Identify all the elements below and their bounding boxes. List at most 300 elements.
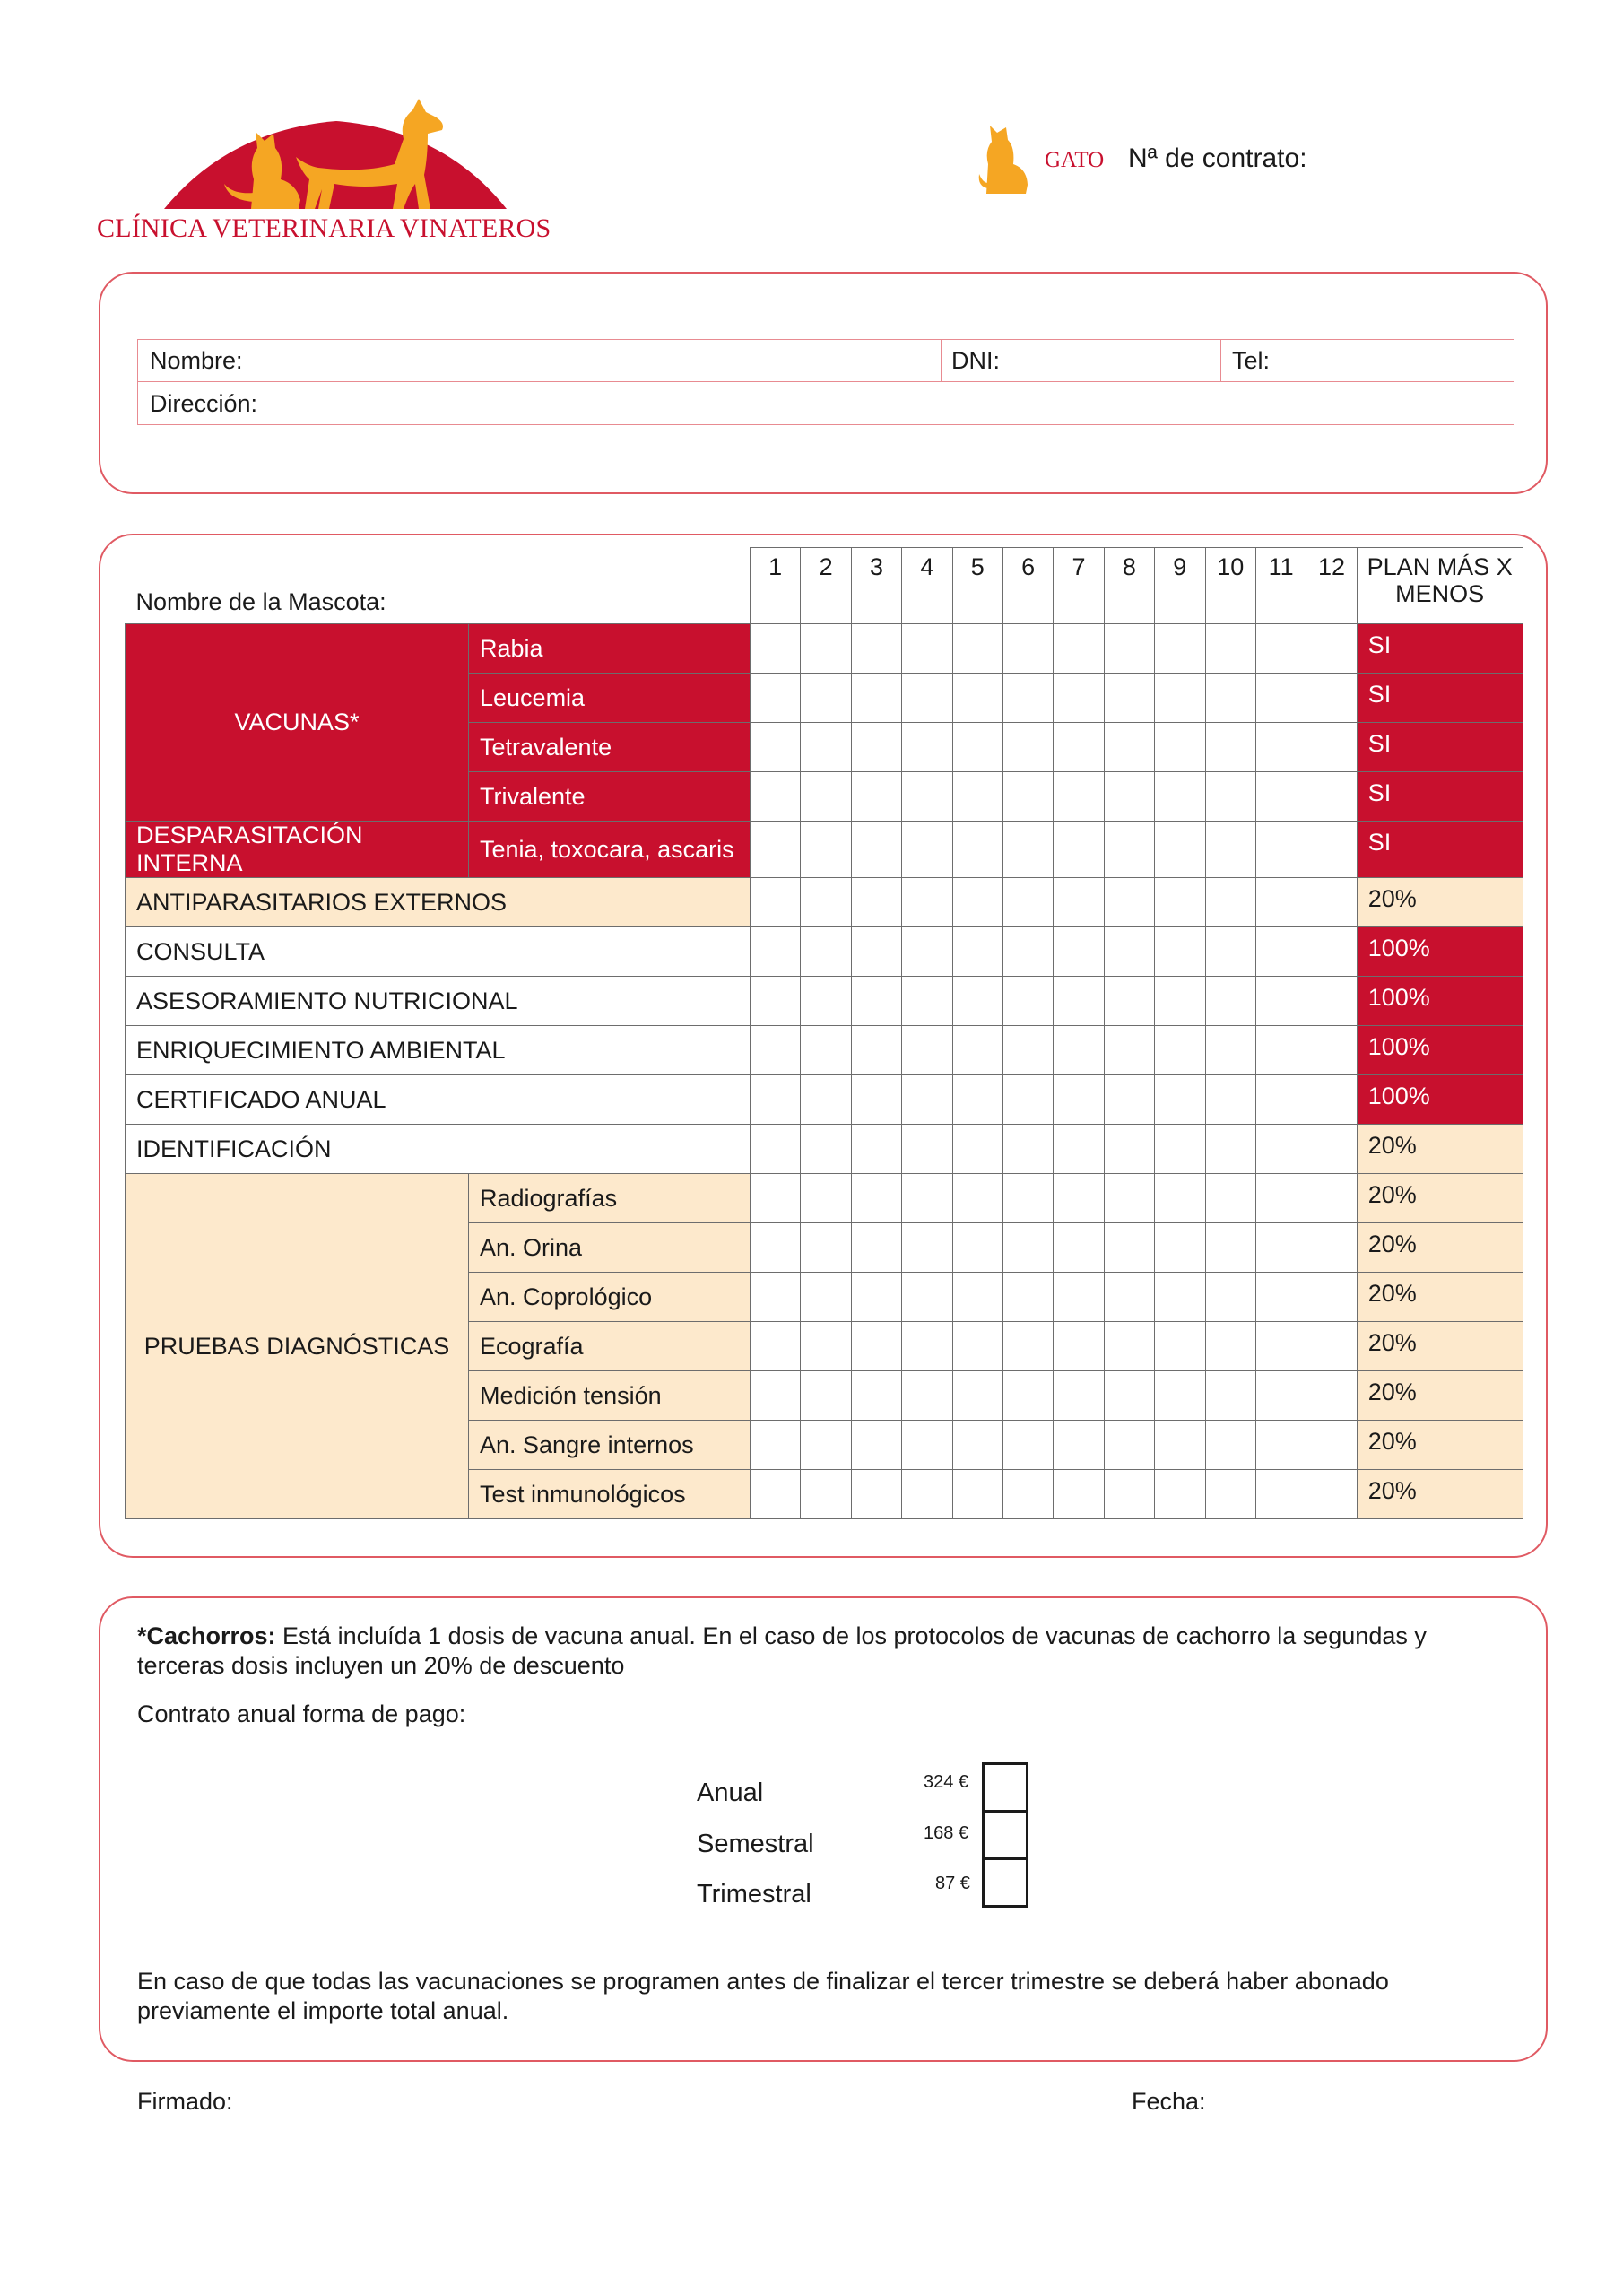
month-cell[interactable] <box>952 772 1002 822</box>
month-cell[interactable] <box>952 1371 1002 1421</box>
month-cell[interactable] <box>801 1075 851 1125</box>
month-header: 1 <box>751 548 801 624</box>
month-cell[interactable] <box>1306 977 1357 1026</box>
month-cell[interactable] <box>851 1075 901 1125</box>
tel-input[interactable] <box>1278 342 1511 379</box>
month-cell[interactable] <box>1002 674 1053 723</box>
payment-option-price: 87 € <box>935 1874 970 1893</box>
table-row <box>126 624 1523 674</box>
month-cell[interactable] <box>851 772 901 822</box>
service-label: Medición tensión <box>469 1371 751 1421</box>
payment-option-price: 324 € <box>924 1772 969 1792</box>
month-cell[interactable] <box>1306 878 1357 927</box>
month-cell[interactable] <box>1255 1075 1306 1125</box>
month-cell[interactable] <box>1002 927 1053 977</box>
month-cell[interactable] <box>1054 1470 1104 1519</box>
payment-option-label: Semestral <box>697 1830 814 1858</box>
month-cell[interactable] <box>1205 878 1255 927</box>
month-cell[interactable] <box>902 1174 952 1223</box>
month-cell[interactable] <box>1205 723 1255 772</box>
puppies-note <box>137 1622 1482 1681</box>
plan-value: 100% <box>1357 1075 1523 1125</box>
month-cell[interactable] <box>751 624 801 674</box>
plan-value: SI <box>1357 674 1523 723</box>
month-cell[interactable] <box>1054 1421 1104 1470</box>
month-cell[interactable] <box>1054 1075 1104 1125</box>
month-cell[interactable] <box>1104 624 1154 674</box>
month-cell[interactable] <box>1155 878 1205 927</box>
month-cell[interactable] <box>1155 977 1205 1026</box>
month-cell[interactable] <box>1104 878 1154 927</box>
month-cell[interactable] <box>751 1322 801 1371</box>
month-cell[interactable] <box>1205 1371 1255 1421</box>
month-header: 9 <box>1155 548 1205 624</box>
plan-value: SI <box>1357 822 1523 878</box>
month-cell[interactable] <box>851 977 901 1026</box>
month-cell[interactable] <box>1054 674 1104 723</box>
month-cell[interactable] <box>1002 1026 1053 1075</box>
month-cell[interactable] <box>902 878 952 927</box>
month-cell[interactable] <box>1155 927 1205 977</box>
tel-field-label: Tel: <box>1232 347 1271 374</box>
divider <box>137 381 1514 382</box>
month-cell[interactable] <box>1306 772 1357 822</box>
month-cell[interactable] <box>1255 1125 1306 1174</box>
month-cell[interactable] <box>1306 1125 1357 1174</box>
payment-semestral-checkbox[interactable] <box>982 1810 1028 1860</box>
month-cell[interactable] <box>851 1421 901 1470</box>
plan-column-header: PLAN MÁS X MENOS <box>1357 548 1523 624</box>
month-cell[interactable] <box>1104 822 1154 878</box>
service-label: An. Sangre internos <box>469 1421 751 1470</box>
month-cell[interactable] <box>952 1470 1002 1519</box>
month-cell[interactable] <box>1002 1075 1053 1125</box>
month-cell[interactable] <box>1155 1174 1205 1223</box>
service-label: Test inmunológicos <box>469 1470 751 1519</box>
month-cell[interactable] <box>952 1075 1002 1125</box>
month-cell[interactable] <box>1155 1470 1205 1519</box>
payment-trimestral-checkbox[interactable] <box>982 1857 1028 1908</box>
month-cell[interactable] <box>1255 977 1306 1026</box>
payment-option-label: Trimestral <box>697 1880 812 1909</box>
month-cell[interactable] <box>952 723 1002 772</box>
date-label: Fecha: <box>1132 2088 1206 2115</box>
month-cell[interactable] <box>902 1026 952 1075</box>
table-row <box>126 878 1523 927</box>
month-cell[interactable] <box>1155 1322 1205 1371</box>
table-row <box>126 1075 1523 1125</box>
month-cell[interactable] <box>801 977 851 1026</box>
month-cell[interactable] <box>751 822 801 878</box>
month-cell[interactable] <box>1155 1026 1205 1075</box>
month-cell[interactable] <box>1054 624 1104 674</box>
month-cell[interactable] <box>1306 822 1357 878</box>
month-cell[interactable] <box>1255 772 1306 822</box>
month-cell[interactable] <box>801 1421 851 1470</box>
table-row <box>126 927 1523 977</box>
month-cell[interactable] <box>851 1470 901 1519</box>
month-cell[interactable] <box>1306 927 1357 977</box>
month-cell[interactable] <box>801 1371 851 1421</box>
month-cell[interactable] <box>902 624 952 674</box>
month-cell[interactable] <box>1104 1026 1154 1075</box>
month-cell[interactable] <box>1255 624 1306 674</box>
address-field-label: Dirección: <box>150 390 258 417</box>
month-cell[interactable] <box>1104 977 1154 1026</box>
month-cell[interactable] <box>1104 1273 1154 1322</box>
month-cell[interactable] <box>1306 1075 1357 1125</box>
month-header: 3 <box>851 548 901 624</box>
month-cell[interactable] <box>851 1026 901 1075</box>
group-label-desparasitacion: DESPARASITACIÓN INTERNA <box>126 822 469 878</box>
dni-input[interactable] <box>1004 342 1215 379</box>
plan-value: 20% <box>1357 1421 1523 1470</box>
divider <box>137 339 1514 340</box>
month-cell[interactable] <box>851 674 901 723</box>
month-cell[interactable] <box>1002 1322 1053 1371</box>
plan-value: 20% <box>1357 878 1523 927</box>
month-cell[interactable] <box>1002 1273 1053 1322</box>
month-cell[interactable] <box>1104 1223 1154 1273</box>
month-cell[interactable] <box>902 1470 952 1519</box>
divider <box>137 424 1514 425</box>
month-cell[interactable] <box>1002 878 1053 927</box>
month-cell[interactable] <box>1255 1026 1306 1075</box>
month-cell[interactable] <box>1155 674 1205 723</box>
service-label: Trivalente <box>469 772 751 822</box>
table-row <box>126 1026 1523 1075</box>
month-cell[interactable] <box>751 772 801 822</box>
month-cell[interactable] <box>751 723 801 772</box>
month-cell[interactable] <box>1002 1125 1053 1174</box>
plan-value: SI <box>1357 723 1523 772</box>
month-cell[interactable] <box>751 1075 801 1125</box>
service-label: An. Orina <box>469 1223 751 1273</box>
month-cell[interactable] <box>952 1223 1002 1273</box>
month-cell[interactable] <box>1002 1174 1053 1223</box>
month-cell[interactable] <box>1205 624 1255 674</box>
month-cell[interactable] <box>1054 1026 1104 1075</box>
month-cell[interactable] <box>952 927 1002 977</box>
month-cell[interactable] <box>1205 1075 1255 1125</box>
month-cell[interactable] <box>1054 772 1104 822</box>
month-cell[interactable] <box>1054 1125 1104 1174</box>
month-cell[interactable] <box>1054 723 1104 772</box>
month-cell[interactable] <box>902 1125 952 1174</box>
plan-value: SI <box>1357 772 1523 822</box>
table-row <box>126 977 1523 1026</box>
month-cell[interactable] <box>902 1223 952 1273</box>
month-cell[interactable] <box>952 674 1002 723</box>
month-cell[interactable] <box>1104 927 1154 977</box>
month-cell[interactable] <box>1104 723 1154 772</box>
name-field-label: Nombre: <box>150 347 243 374</box>
month-cell[interactable] <box>801 772 851 822</box>
month-cell[interactable] <box>1002 1470 1053 1519</box>
month-cell[interactable] <box>952 1026 1002 1075</box>
plan-table <box>125 547 1523 1519</box>
month-cell[interactable] <box>751 927 801 977</box>
month-cell[interactable] <box>751 1470 801 1519</box>
month-cell[interactable] <box>1255 878 1306 927</box>
month-cell[interactable] <box>751 1421 801 1470</box>
month-cell[interactable] <box>851 1322 901 1371</box>
month-cell[interactable] <box>1054 1371 1104 1421</box>
plan-value: SI <box>1357 624 1523 674</box>
pet-name-label: Nombre de la Mascota: <box>135 588 386 615</box>
month-cell[interactable] <box>751 1125 801 1174</box>
month-cell[interactable] <box>1306 1322 1357 1371</box>
month-cell[interactable] <box>851 1273 901 1322</box>
month-cell[interactable] <box>1205 977 1255 1026</box>
service-label: ENRIQUECIMIENTO AMBIENTAL <box>126 1026 751 1075</box>
month-cell[interactable] <box>751 1174 801 1223</box>
month-cell[interactable] <box>902 1371 952 1421</box>
month-cell[interactable] <box>1255 822 1306 878</box>
plan-value: 20% <box>1357 1371 1523 1421</box>
table-row <box>126 1174 1523 1223</box>
group-label-vacunas: VACUNAS* <box>126 624 469 822</box>
month-cell[interactable] <box>1205 1470 1255 1519</box>
month-cell[interactable] <box>1155 1421 1205 1470</box>
month-cell[interactable] <box>1054 1273 1104 1322</box>
month-cell[interactable] <box>1002 1223 1053 1273</box>
plan-value: 20% <box>1357 1174 1523 1223</box>
month-cell[interactable] <box>902 1075 952 1125</box>
month-cell[interactable] <box>1002 1371 1053 1421</box>
month-cell[interactable] <box>751 878 801 927</box>
address-input[interactable] <box>278 384 1511 422</box>
month-header: 11 <box>1255 548 1306 624</box>
month-cell[interactable] <box>1155 723 1205 772</box>
month-cell[interactable] <box>1054 1322 1104 1371</box>
month-header: 8 <box>1104 548 1154 624</box>
month-cell[interactable] <box>1104 1421 1154 1470</box>
month-cell[interactable] <box>1155 772 1205 822</box>
month-cell[interactable] <box>1255 1174 1306 1223</box>
month-cell[interactable] <box>952 1322 1002 1371</box>
month-cell[interactable] <box>751 1026 801 1075</box>
month-cell[interactable] <box>1205 1421 1255 1470</box>
month-header: 5 <box>952 548 1002 624</box>
table-header-row <box>126 548 1523 624</box>
plan-value: 20% <box>1357 1322 1523 1371</box>
service-label: Rabia <box>469 624 751 674</box>
month-cell[interactable] <box>902 822 952 878</box>
month-cell[interactable] <box>1255 1371 1306 1421</box>
month-cell[interactable] <box>1104 1125 1154 1174</box>
month-cell[interactable] <box>1104 772 1154 822</box>
month-cell[interactable] <box>851 1125 901 1174</box>
payment-anual-checkbox[interactable] <box>982 1762 1028 1813</box>
divider <box>1220 339 1221 381</box>
plan-value: 20% <box>1357 1125 1523 1174</box>
signed-label: Firmado: <box>137 2088 233 2115</box>
month-cell[interactable] <box>851 1371 901 1421</box>
month-cell[interactable] <box>801 1026 851 1075</box>
month-cell[interactable] <box>1002 624 1053 674</box>
month-cell[interactable] <box>1205 1322 1255 1371</box>
service-label: CERTIFICADO ANUAL <box>126 1075 751 1125</box>
month-cell[interactable] <box>902 723 952 772</box>
month-cell[interactable] <box>1002 772 1053 822</box>
month-cell[interactable] <box>1306 1421 1357 1470</box>
month-cell[interactable] <box>801 674 851 723</box>
signature-field[interactable] <box>247 2081 1054 2120</box>
month-cell[interactable] <box>902 977 952 1026</box>
month-cell[interactable] <box>952 1125 1002 1174</box>
month-cell[interactable] <box>1205 1174 1255 1223</box>
month-cell[interactable] <box>952 1273 1002 1322</box>
month-cell[interactable] <box>902 1273 952 1322</box>
plan-value: 20% <box>1357 1223 1523 1273</box>
month-cell[interactable] <box>751 1371 801 1421</box>
month-cell[interactable] <box>1306 1174 1357 1223</box>
month-cell[interactable] <box>801 1174 851 1223</box>
month-cell[interactable] <box>1255 1470 1306 1519</box>
month-cell[interactable] <box>801 927 851 977</box>
month-cell[interactable] <box>851 1174 901 1223</box>
month-cell[interactable] <box>1306 723 1357 772</box>
month-cell[interactable] <box>1255 1273 1306 1322</box>
month-cell[interactable] <box>801 1223 851 1273</box>
month-cell[interactable] <box>1054 1223 1104 1273</box>
month-cell[interactable] <box>1002 723 1053 772</box>
month-cell[interactable] <box>851 822 901 878</box>
month-cell[interactable] <box>1054 822 1104 878</box>
date-field[interactable] <box>1211 2081 1524 2120</box>
month-cell[interactable] <box>952 624 1002 674</box>
month-cell[interactable] <box>1155 1075 1205 1125</box>
month-cell[interactable] <box>801 624 851 674</box>
month-cell[interactable] <box>952 1421 1002 1470</box>
clinic-name: CLÍNICA VETERINARIA VINATEROS <box>97 213 551 243</box>
payment-option-label: Anual <box>697 1779 764 1807</box>
month-cell[interactable] <box>1306 674 1357 723</box>
month-cell[interactable] <box>1306 1273 1357 1322</box>
cat-icon <box>977 115 1031 196</box>
month-cell[interactable] <box>801 1470 851 1519</box>
month-cell[interactable] <box>751 977 801 1026</box>
month-cell[interactable] <box>851 624 901 674</box>
month-cell[interactable] <box>952 822 1002 878</box>
month-cell[interactable] <box>1054 1174 1104 1223</box>
month-header: 4 <box>902 548 952 624</box>
month-cell[interactable] <box>1054 927 1104 977</box>
month-cell[interactable] <box>1155 1125 1205 1174</box>
month-cell[interactable] <box>801 1125 851 1174</box>
month-cell[interactable] <box>1104 1371 1154 1421</box>
month-cell[interactable] <box>801 878 851 927</box>
month-cell[interactable] <box>1205 1125 1255 1174</box>
month-cell[interactable] <box>1155 624 1205 674</box>
month-cell[interactable] <box>1104 1174 1154 1223</box>
month-cell[interactable] <box>1205 674 1255 723</box>
month-cell[interactable] <box>801 1322 851 1371</box>
month-cell[interactable] <box>952 878 1002 927</box>
service-label: Radiografías <box>469 1174 751 1223</box>
month-cell[interactable] <box>952 1174 1002 1223</box>
table-row <box>126 822 1523 878</box>
month-cell[interactable] <box>851 878 901 927</box>
month-cell[interactable] <box>1002 822 1053 878</box>
month-cell[interactable] <box>1255 1421 1306 1470</box>
month-cell[interactable] <box>1255 1223 1306 1273</box>
month-cell[interactable] <box>1205 772 1255 822</box>
month-cell[interactable] <box>851 927 901 977</box>
month-cell[interactable] <box>1255 1322 1306 1371</box>
month-cell[interactable] <box>902 927 952 977</box>
contract-number-label: Nª de contrato: <box>1128 144 1307 173</box>
service-label: Ecografía <box>469 1322 751 1371</box>
name-input[interactable] <box>251 342 933 379</box>
payment-method-label: Contrato anual forma de pago: <box>137 1700 466 1727</box>
month-cell[interactable] <box>1205 1026 1255 1075</box>
service-label: An. Coprológico <box>469 1273 751 1322</box>
month-cell[interactable] <box>1205 1273 1255 1322</box>
plan-value: 20% <box>1357 1470 1523 1519</box>
month-cell[interactable] <box>801 723 851 772</box>
month-cell[interactable] <box>1306 624 1357 674</box>
service-label: Tenia, toxocara, ascaris <box>469 822 751 878</box>
month-cell[interactable] <box>1002 977 1053 1026</box>
month-cell[interactable] <box>1306 1223 1357 1273</box>
month-cell[interactable] <box>1104 1470 1154 1519</box>
month-cell[interactable] <box>1155 1371 1205 1421</box>
divider <box>941 339 942 381</box>
month-cell[interactable] <box>1255 674 1306 723</box>
month-cell[interactable] <box>1205 1223 1255 1273</box>
month-cell[interactable] <box>801 1273 851 1322</box>
month-cell[interactable] <box>1205 822 1255 878</box>
month-cell[interactable] <box>1104 674 1154 723</box>
month-cell[interactable] <box>902 772 952 822</box>
month-header: 2 <box>801 548 851 624</box>
month-cell[interactable] <box>1255 723 1306 772</box>
month-cell[interactable] <box>1155 822 1205 878</box>
month-cell[interactable] <box>1002 1421 1053 1470</box>
plan-value: 100% <box>1357 977 1523 1026</box>
month-cell[interactable] <box>751 1223 801 1273</box>
month-cell[interactable] <box>1255 927 1306 977</box>
month-header: 6 <box>1002 548 1053 624</box>
month-cell[interactable] <box>751 674 801 723</box>
month-cell[interactable] <box>1306 1371 1357 1421</box>
puppies-note-heading: *Cachorros: <box>137 1622 276 1649</box>
month-cell[interactable] <box>1104 1322 1154 1371</box>
month-cell[interactable] <box>1155 1273 1205 1322</box>
month-cell[interactable] <box>1306 1470 1357 1519</box>
month-cell[interactable] <box>751 1273 801 1322</box>
month-cell[interactable] <box>1104 1075 1154 1125</box>
month-cell[interactable] <box>1155 1223 1205 1273</box>
plan-value: 100% <box>1357 927 1523 977</box>
month-cell[interactable] <box>902 1421 952 1470</box>
plan-value: 20% <box>1357 1273 1523 1322</box>
month-cell[interactable] <box>801 822 851 878</box>
month-cell[interactable] <box>1205 927 1255 977</box>
month-cell[interactable] <box>851 723 901 772</box>
month-cell[interactable] <box>952 977 1002 1026</box>
month-cell[interactable] <box>1054 977 1104 1026</box>
table-row <box>126 1125 1523 1174</box>
divider <box>137 339 138 425</box>
month-cell[interactable] <box>1054 878 1104 927</box>
month-cell[interactable] <box>902 674 952 723</box>
month-cell[interactable] <box>851 1223 901 1273</box>
month-cell[interactable] <box>902 1322 952 1371</box>
month-cell[interactable] <box>1306 1026 1357 1075</box>
